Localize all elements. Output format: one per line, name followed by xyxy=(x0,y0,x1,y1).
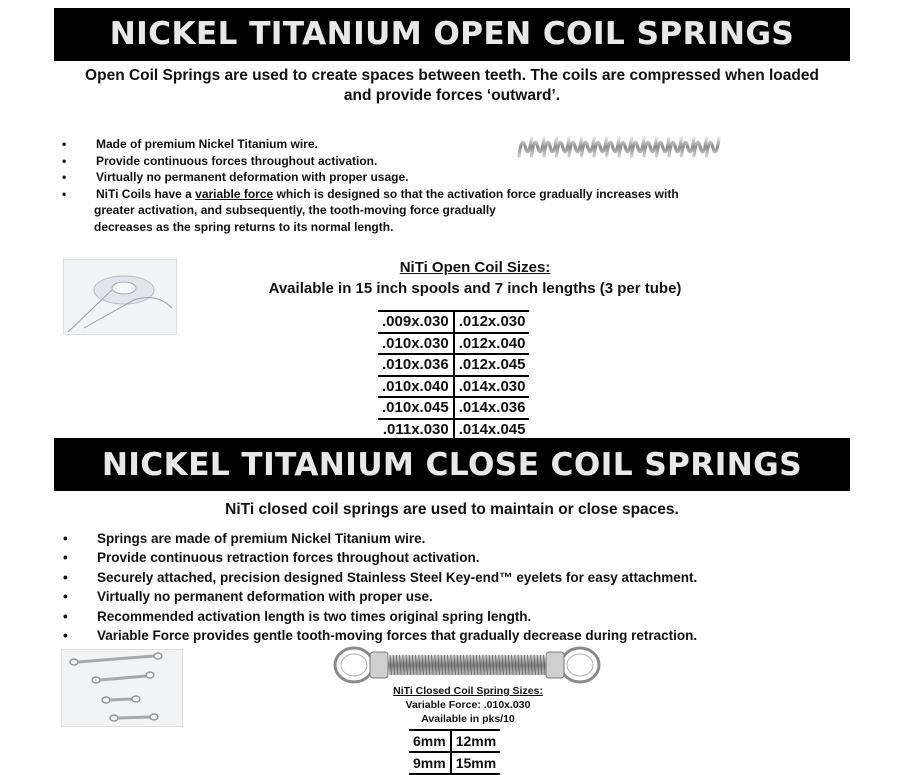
open-feature-3: Virtually no permanent deformation with proper usage. xyxy=(96,170,409,184)
close-feature-3: Securely attached, precision designed Stainless Steel Key-end™ eyelets for easy attachment. xyxy=(97,569,698,585)
open-coil-title: NICKEL TITANIUM OPEN COIL SPRINGS xyxy=(109,16,795,52)
table-cell: 15mm xyxy=(451,752,500,774)
list-item xyxy=(63,587,857,606)
open-sizes-caption xyxy=(200,257,750,299)
close-coil-title-banner xyxy=(54,438,850,491)
table-row xyxy=(378,397,529,419)
list-item xyxy=(63,529,857,548)
open-feature-4-pre: NiTi Coils have a xyxy=(96,186,196,201)
table-row xyxy=(378,333,529,355)
open-coil-spool-photo xyxy=(63,259,177,335)
variable-force-underlined: variable force xyxy=(195,186,274,201)
open-coil-intro-line2: and provide forces ‘outward’. xyxy=(343,87,561,104)
list-item xyxy=(63,568,857,587)
bullet: • xyxy=(63,569,68,585)
table-row xyxy=(378,376,529,398)
table-cell: .012x.040 xyxy=(454,333,530,355)
open-coil-title-banner xyxy=(54,8,850,61)
table-row xyxy=(409,752,500,774)
close-feature-1: Springs are made of premium Nickel Titanium wire. xyxy=(97,531,426,546)
open-feature-2: Provide continuous forces throughout activation. xyxy=(96,153,378,168)
table-cell: .009x.030 xyxy=(378,311,454,333)
closed-sizes-caption xyxy=(330,684,606,726)
closed-coil-sizes-table xyxy=(409,729,500,775)
table-row xyxy=(378,419,529,441)
close-feature-6: Variable Force provides gentle tooth-moving forces that gradually decrease during retraction. xyxy=(97,628,698,644)
bullet: • xyxy=(62,186,67,201)
close-coil-springs-photo xyxy=(61,649,183,727)
bullet: • xyxy=(62,153,67,168)
close-feature-2: Provide continuous retraction forces throughout activation. xyxy=(97,550,480,566)
bullet: • xyxy=(63,589,68,605)
list-item xyxy=(63,607,857,626)
bullet: • xyxy=(62,170,67,184)
list-item xyxy=(63,548,857,567)
close-coil-intro: NiTi closed coil springs are used to maintain or close spaces. xyxy=(225,501,679,518)
list-item xyxy=(62,153,756,170)
open-sizes-subtitle: Available in 15 inch spools and 7 inch lengths (3 per tube) xyxy=(268,280,682,297)
bullet: • xyxy=(63,531,68,546)
open-feature-4-post: which is designed so that the activation force gradually increases with xyxy=(273,186,679,201)
table-row xyxy=(378,311,529,333)
closed-variable-force: Variable Force: .010x.030 xyxy=(405,699,531,711)
bullet: • xyxy=(62,137,67,151)
table-cell: .014x.045 xyxy=(454,419,530,441)
list-item xyxy=(62,169,756,186)
open-feature-4-line2: greater activation, and subsequently, the tooth-moving force gradually xyxy=(94,203,496,217)
table-cell: .012x.045 xyxy=(454,354,530,376)
closed-availability: Available in pks/10 xyxy=(421,713,515,725)
table-cell: .012x.030 xyxy=(454,311,530,333)
table-cell: .010x.045 xyxy=(378,397,454,419)
open-feature-1: Made of premium Nickel Titanium wire. xyxy=(96,137,318,151)
open-sizes-title: NiTi Open Coil Sizes: xyxy=(399,259,551,276)
table-cell: .011x.030 xyxy=(378,419,454,441)
table-cell: 9mm xyxy=(409,752,451,774)
open-coil-features-list xyxy=(62,136,756,235)
bullet: • xyxy=(63,608,68,624)
table-cell: .010x.036 xyxy=(378,354,454,376)
list-item xyxy=(62,136,756,153)
table-cell: 12mm xyxy=(451,730,500,752)
table-cell: .014x.030 xyxy=(454,376,530,398)
close-feature-5: Recommended activation length is two times original spring length. xyxy=(97,608,532,624)
closed-coil-spring-image xyxy=(332,643,602,687)
table-row xyxy=(378,354,529,376)
open-coil-intro xyxy=(54,66,850,106)
open-coil-intro-line1: Open Coil Springs are used to create spaces between teeth. The coils are compressed when loaded xyxy=(85,67,819,84)
bullet: • xyxy=(63,628,68,644)
table-cell: .010x.040 xyxy=(378,376,454,398)
bullet: • xyxy=(63,550,68,566)
open-coil-sizes-table xyxy=(378,310,529,441)
close-coil-features-list xyxy=(63,529,857,645)
open-feature-4-line3: decreases as the spring returns to its normal length. xyxy=(94,219,394,234)
table-cell: .010x.030 xyxy=(378,333,454,355)
table-row xyxy=(409,730,500,752)
close-coil-title: NICKEL TITANIUM CLOSE COIL SPRINGS xyxy=(101,447,803,483)
table-cell: 6mm xyxy=(409,730,451,752)
list-item xyxy=(62,186,756,236)
closed-sizes-title: NiTi Closed Coil Spring Sizes: xyxy=(393,685,543,697)
table-cell: .014x.036 xyxy=(454,397,530,419)
close-feature-4: Virtually no permanent deformation with proper use. xyxy=(97,589,433,605)
